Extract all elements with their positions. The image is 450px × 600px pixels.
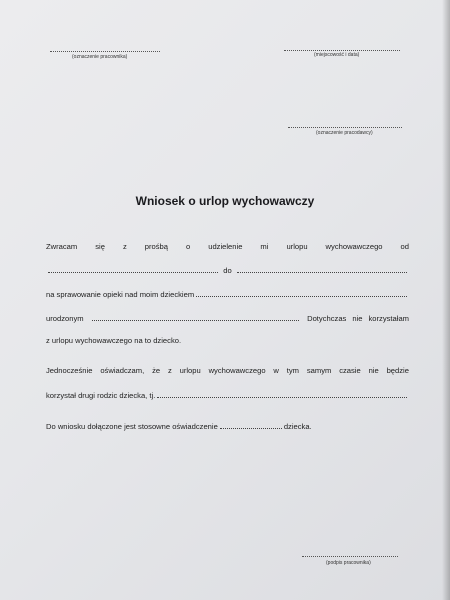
word: się — [95, 242, 105, 251]
word: udzielenie — [208, 242, 243, 251]
place-date-caption: (miejscowość i data) — [314, 52, 360, 58]
word: urlopu — [286, 242, 308, 251]
word: czasie — [339, 366, 361, 375]
word: wychowawczego — [325, 242, 383, 251]
body-line-2 — [46, 265, 409, 275]
born-text: urodzonym — [46, 314, 84, 323]
word: Zwracam — [46, 242, 78, 251]
word: z — [167, 366, 172, 375]
body-line-1 — [46, 242, 409, 251]
employer-caption: (oznaczenie pracodawcy) — [316, 130, 373, 136]
signature-dotted-line — [302, 552, 398, 557]
leave-text: z urlopu wychowawczego na to dziecko. — [46, 336, 182, 345]
body-line-3 — [46, 289, 409, 299]
parent-relation-field — [220, 421, 282, 429]
word: samym — [306, 366, 332, 375]
word: nie — [368, 366, 379, 375]
document-title: Wniosek o urlop wychowawczy — [135, 194, 315, 208]
employee-dotted-line — [50, 47, 160, 52]
date-from-field — [48, 265, 218, 273]
child-name-field — [196, 289, 407, 297]
word: urlopu — [179, 366, 201, 375]
place-date-dotted-line — [284, 46, 400, 51]
word: o — [185, 242, 191, 251]
body-line-4 — [46, 313, 409, 323]
word: oświadczam, — [100, 366, 145, 375]
word: tym — [286, 366, 299, 375]
attachment-end: dziecka. — [283, 422, 312, 431]
word: Jednocześnie — [46, 366, 93, 375]
word: nie — [352, 314, 363, 323]
other-parent-text: korzystał drugi rodzic dziecka, tj. — [46, 391, 156, 400]
body-line-7 — [46, 390, 409, 400]
employer-dotted-line — [288, 123, 402, 128]
care-text: na sprawowanie opieki nad moim dzieckiem — [46, 290, 195, 299]
word-do: do — [223, 266, 232, 275]
body-line-8 — [46, 421, 409, 431]
word: mi — [260, 242, 269, 251]
word: wychowawczego — [208, 366, 266, 375]
word: korzystałam — [368, 314, 409, 323]
word: z — [122, 242, 127, 251]
employee-caption: (oznaczenie pracownika) — [72, 54, 128, 60]
birth-date-field — [92, 313, 300, 321]
word: że — [152, 366, 161, 375]
word: od — [400, 242, 409, 251]
other-parent-field — [157, 390, 407, 398]
page-edge-shadow — [442, 0, 450, 600]
word: prośbą — [144, 242, 168, 251]
signature-caption: (podpis pracownika) — [326, 560, 371, 566]
attachment-text: Do wniosku dołączone jest stosowne oświadczenie — [46, 422, 218, 431]
word: Dotychczas — [307, 314, 347, 323]
body-line-5 — [46, 336, 409, 345]
body-line-6 — [46, 366, 409, 375]
date-to-field — [237, 265, 407, 273]
word: będzie — [386, 366, 409, 375]
word: w — [273, 366, 279, 375]
